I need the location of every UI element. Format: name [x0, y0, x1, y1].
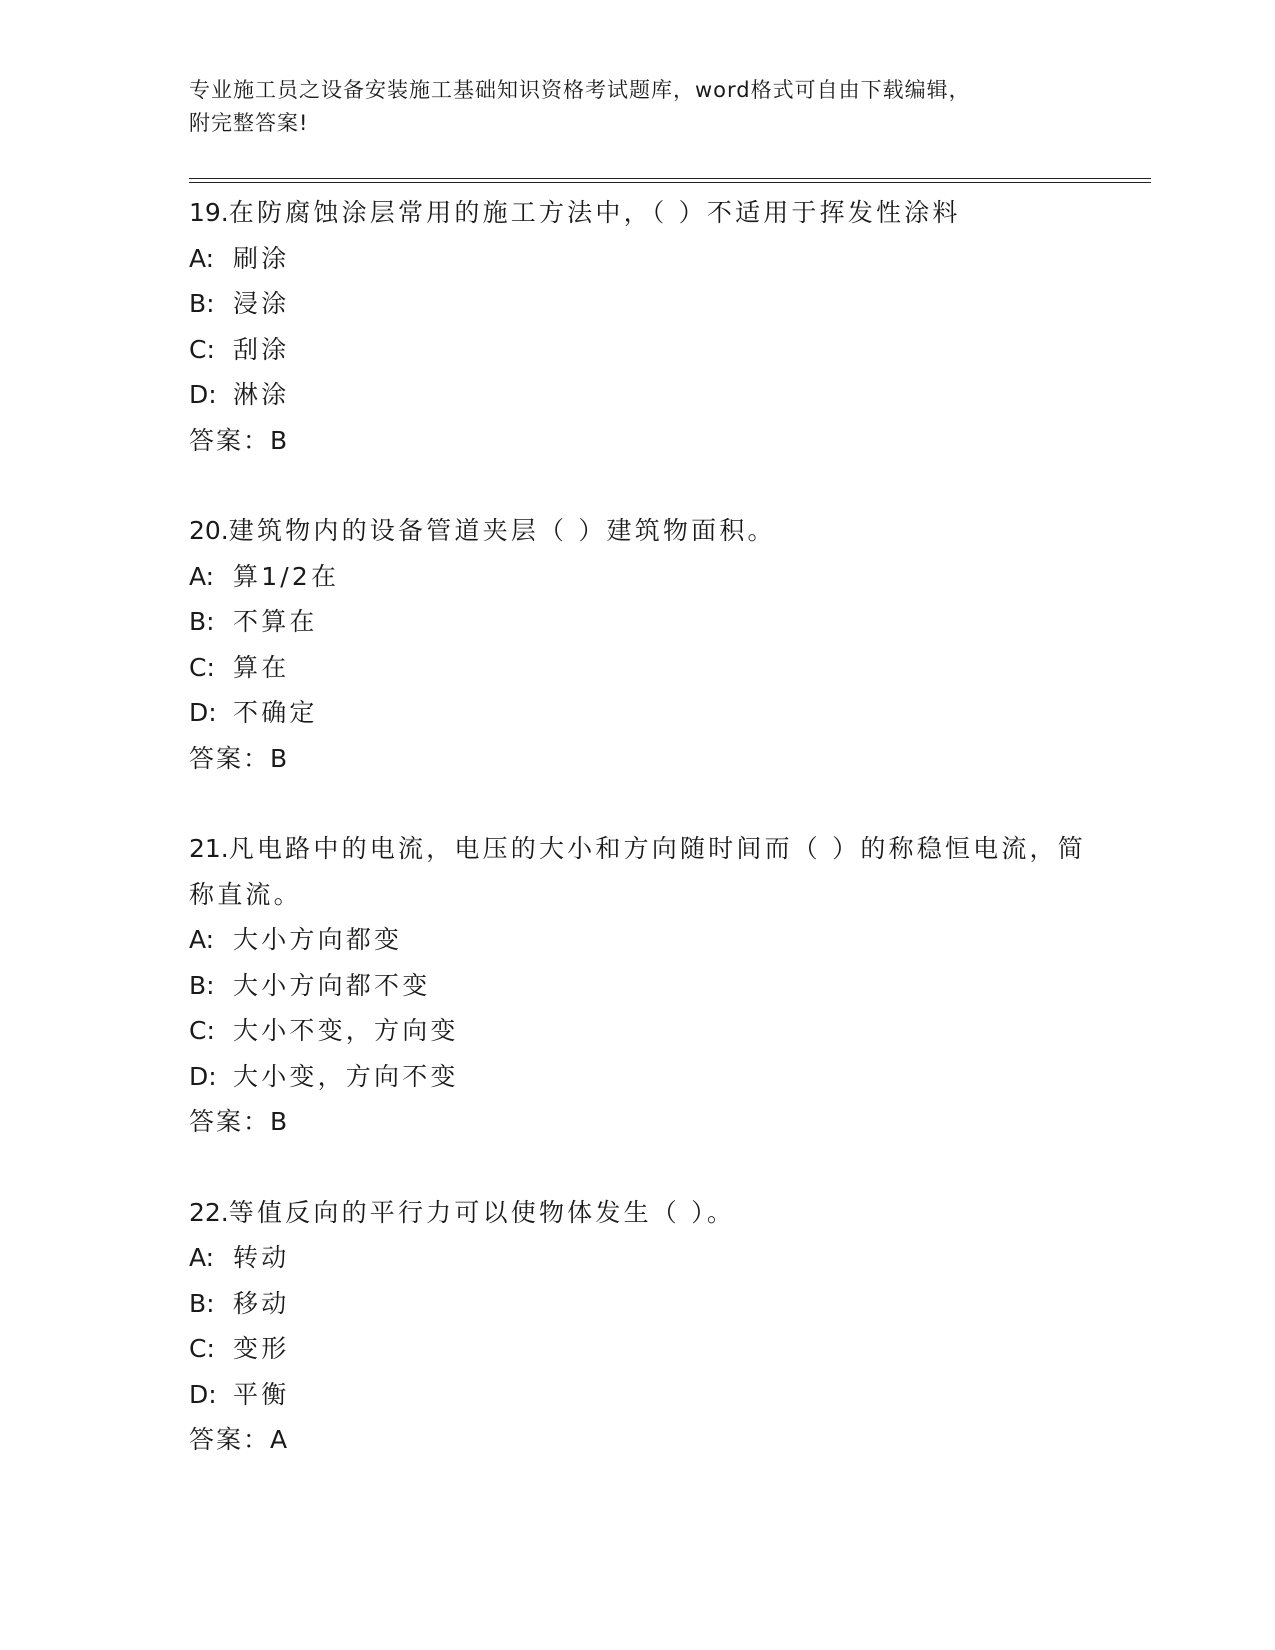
option-b — [189, 599, 1109, 645]
option-d — [189, 372, 1109, 418]
option-d — [189, 1054, 1109, 1100]
option-a — [189, 554, 1109, 600]
option-letter: A: — [189, 243, 215, 273]
option-letter: C: — [189, 1016, 215, 1045]
option-text: 变形 — [233, 1334, 290, 1363]
header-divider-top — [189, 178, 1151, 179]
question-text: 凡电路中的电流，电压的大小和方向随时间而（ ）的称稳恒电流，简称直流。 — [189, 834, 1086, 909]
question-19 — [189, 190, 1109, 463]
option-b — [189, 963, 1109, 1009]
option-letter: B: — [189, 289, 215, 318]
option-letter: D: — [189, 1379, 217, 1409]
option-c — [189, 327, 1109, 373]
option-letter: B: — [189, 1288, 215, 1318]
option-text: 移动 — [233, 1288, 290, 1318]
option-text: 大小方向都变 — [233, 925, 403, 954]
question-text: 等值反向的平行力可以使物体发生（ ）。 — [228, 1197, 736, 1227]
option-letter: B: — [189, 970, 215, 1000]
answer-line: 答案：A — [189, 1425, 290, 1454]
option-b — [189, 281, 1109, 327]
option-b — [189, 1281, 1109, 1327]
header-divider-bottom — [189, 182, 1151, 183]
question-stem — [189, 190, 1109, 236]
option-letter: A: — [189, 561, 215, 591]
answer-line: 答案：B — [189, 425, 290, 455]
option-text: 刷涂 — [233, 243, 290, 273]
question-number: 21. — [189, 834, 229, 863]
option-letter: C: — [189, 334, 215, 364]
option-text: 平衡 — [233, 1379, 290, 1409]
option-text: 大小变，方向不变 — [233, 1061, 459, 1091]
option-text: 刮涂 — [233, 334, 290, 364]
question-number: 20. — [189, 516, 229, 545]
option-a — [189, 1235, 1109, 1281]
question-list — [189, 190, 1109, 1508]
header-line-2: 附完整答案! — [189, 111, 309, 135]
option-a — [189, 917, 1109, 963]
question-22 — [189, 1190, 1109, 1463]
option-letter: B: — [189, 607, 215, 636]
option-text: 算1/2在 — [233, 561, 340, 591]
option-text: 转动 — [233, 1243, 290, 1272]
question-number: 22. — [189, 1197, 229, 1227]
question-20 — [189, 508, 1109, 781]
option-c — [189, 645, 1109, 691]
option-c — [189, 1008, 1109, 1054]
answer-line: 答案：B — [189, 1107, 290, 1136]
document-header — [189, 74, 1089, 140]
option-text: 大小方向都不变 — [233, 970, 431, 1000]
option-d — [189, 690, 1109, 736]
option-letter: D: — [189, 1061, 217, 1091]
option-text: 算在 — [233, 652, 290, 682]
option-text: 浸涂 — [233, 289, 290, 318]
question-text: 建筑物内的设备管道夹层（ ）建筑物面积。 — [228, 516, 776, 545]
answer-line: 答案：B — [189, 743, 290, 773]
option-a — [189, 236, 1109, 282]
option-text: 不确定 — [233, 698, 318, 727]
option-letter: A: — [189, 1243, 215, 1272]
question-stem — [189, 1190, 1109, 1236]
question-21 — [189, 826, 1109, 1145]
question-stem — [189, 508, 1109, 554]
option-letter: C: — [189, 652, 215, 682]
question-text: 在防腐蚀涂层常用的施工方法中，（ ）不适用于挥发性涂料 — [228, 198, 961, 227]
option-d — [189, 1372, 1109, 1418]
option-letter: A: — [189, 925, 215, 954]
option-letter: C: — [189, 1334, 215, 1363]
option-c — [189, 1326, 1109, 1372]
option-text: 大小不变，方向变 — [233, 1016, 459, 1045]
option-text: 不算在 — [233, 607, 318, 636]
option-text: 淋涂 — [233, 380, 290, 409]
header-line-1: 专业施工员之设备安装施工基础知识资格考试题库，word格式可自由下载编辑， — [189, 78, 971, 102]
option-letter: D: — [189, 698, 217, 727]
question-number: 19. — [189, 198, 229, 227]
option-letter: D: — [189, 380, 217, 409]
question-stem — [189, 826, 1109, 917]
